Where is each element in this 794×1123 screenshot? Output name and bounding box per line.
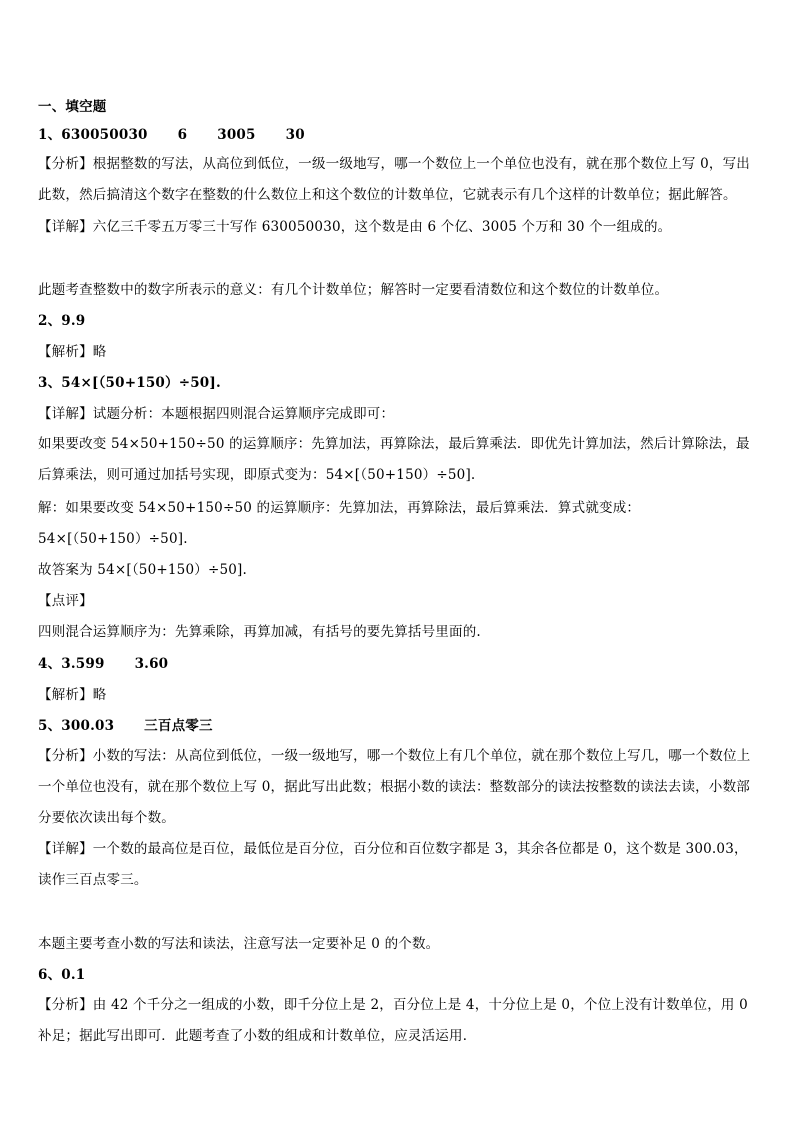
q1-detail: 【详解】六亿三千零五万零三十写作 630050030，这个数是由 6 个亿、3005 个万和 30 个一组成的。 <box>38 219 672 235</box>
q1-answer-part: 30 <box>285 127 305 143</box>
q2-answer: 2、9.9 <box>38 313 86 329</box>
q6-analysis: 【分析】由 42 个千分之一组成的小数，即千分位上是 2，百分位上是 4，十分位上是 0，个位上没有计数单位，用 0 补足；据此写出即可．此题考查了小数的组成和计数单位，应灵活运用． <box>38 997 748 1044</box>
q3-comment: 四则混合运算顺序为：先算乘除，再算加减，有括号的要先算括号里面的. <box>38 624 481 640</box>
q5-detail: 【详解】一个数的最高位是百位，最低位是百分位，百分位和百位数字都是 3，其余各位都是 0，这个数是 300.03，读作三百点零三。 <box>38 841 748 888</box>
q5-answer-part: 5、300.03 <box>38 718 115 734</box>
q4-answer-part: 4、3.599 <box>38 656 105 672</box>
q5-answer <box>38 717 758 735</box>
q5-answer-part: 三百点零三 <box>144 718 213 734</box>
q5-analysis: 【分析】小数的写法：从高位到低位，一级一级地写，哪一个数位上有几个单位，就在那个数位上写几，哪一个数位上一个单位也没有，就在那个数位上写 0，据此写出此数；根据小数的读法：整数部分的读法按整数的读法去读，小数部分要依次读出每个数。 <box>38 748 751 826</box>
q4-analysis: 【解析】略 <box>38 687 107 703</box>
q1-summary: 此题考查整数中的数字所表示的意义：有几个计数单位；解答时一定要看清数位和这个数位的计数单位。 <box>38 282 669 298</box>
q2-analysis: 【解析】略 <box>38 344 107 360</box>
q1-answer-part: 6 <box>177 127 188 143</box>
q3-para2-line1: 解：如果要改变 54×50+150÷50 的运算顺序：先算加法，再算除法，最后算乘法．算式就变成： <box>38 500 641 516</box>
q6-answer: 6、0.1 <box>38 967 86 983</box>
q1-answer-part: 3005 <box>217 127 256 143</box>
q3-para1: 如果要改变 54×50+150÷50 的运算顺序：先算加法，再算除法，最后算乘法．即优先计算加法，然后计算除法，最后算乘法，则可通过加括号实现，即原式变为：54×[（50+150）÷50]. <box>38 436 750 483</box>
q3-comment-label: 【点评】 <box>38 593 93 609</box>
q3-answer: 3、54×[（50+150）÷50]. <box>38 375 221 391</box>
q4-answer <box>38 655 758 673</box>
q1-analysis: 【分析】根据整数的写法，从高位到低位，一级一级地写，哪一个数位上一个单位也没有，就在那个数位上写 0，写出此数，然后搞清这个数字在整数的什么数位上和这个数位的计数单位，它就表示有几个这样的计数单位；据此解答。 <box>38 156 750 203</box>
q3-detail: 【详解】试题分析：本题根据四则混合运算顺序完成即可： <box>38 406 395 422</box>
q3-para2-line2: 54×[（50+150）÷50]. <box>38 531 188 547</box>
q1-answer <box>38 126 758 144</box>
q3-para3: 故答案为 54×[（50+150）÷50]. <box>38 562 248 578</box>
section-title: 一、填空题 <box>38 99 107 115</box>
q5-summary: 本题主要考查小数的写法和读法，注意写法一定要补足 0 的个数。 <box>38 936 440 952</box>
q1-answer-part: 1、630050030 <box>38 127 148 143</box>
q4-answer-part: 3.60 <box>134 656 169 672</box>
